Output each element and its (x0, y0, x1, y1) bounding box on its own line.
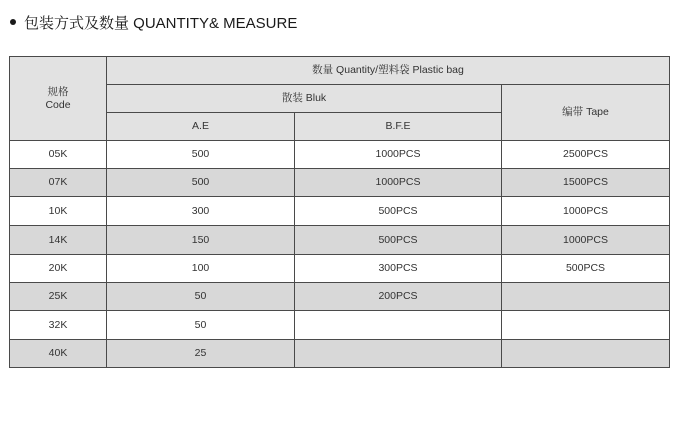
table-row (10, 311, 670, 340)
bfe-cell: 500PCS (295, 226, 502, 255)
tape-cell (502, 311, 670, 340)
tape-cell: 1000PCS (502, 226, 670, 255)
bullet-icon (10, 19, 16, 25)
ae-cell: 500 (107, 169, 295, 197)
tape-cell: 1500PCS (502, 169, 670, 197)
bfe-cell: 1000PCS (295, 169, 502, 197)
quantity-header-label: 数量 Quantity/塑料袋 Plastic bag (312, 64, 464, 77)
bfe-header-cell (295, 113, 502, 141)
code-cell: 05K (10, 141, 107, 169)
code-cell: 10K (10, 197, 107, 226)
ae-cell: 50 (107, 283, 295, 311)
table-row (10, 169, 670, 197)
bulk-header-label: 散装 Bluk (281, 92, 327, 105)
section-heading-text: 包装方式及数量 QUANTITY& MEASURE (24, 14, 298, 32)
tape-header-label: 编带 Tape (562, 106, 609, 119)
code-cell: 07K (10, 169, 107, 197)
tape-header-cell (502, 85, 670, 141)
ae-header-label: A.E (192, 120, 209, 133)
table-row (10, 283, 670, 311)
bfe-cell: 500PCS (295, 197, 502, 226)
bulk-header-cell (107, 85, 502, 113)
tape-cell (502, 340, 670, 368)
ae-cell: 25 (107, 340, 295, 368)
quantity-header-cell (107, 57, 670, 85)
ae-cell: 300 (107, 197, 295, 226)
tape-cell (502, 283, 670, 311)
bfe-header-label: B.F.E (385, 120, 411, 133)
code-cell: 32K (10, 311, 107, 340)
table-row (10, 340, 670, 368)
bfe-cell (295, 311, 502, 340)
ae-cell: 500 (107, 141, 295, 169)
ae-cell: 50 (107, 311, 295, 340)
table-row (10, 197, 670, 226)
code-header-cell (10, 57, 107, 141)
table-row (10, 226, 670, 255)
code-header-label: 规格 Code (45, 86, 71, 111)
bfe-cell: 200PCS (295, 283, 502, 311)
tape-cell: 2500PCS (502, 141, 670, 169)
code-cell: 25K (10, 283, 107, 311)
ae-cell: 150 (107, 226, 295, 255)
tape-cell: 500PCS (502, 255, 670, 283)
bfe-cell (295, 340, 502, 368)
bfe-cell: 1000PCS (295, 141, 502, 169)
packaging-quantity-table (9, 56, 670, 368)
ae-cell: 100 (107, 255, 295, 283)
tape-cell: 1000PCS (502, 197, 670, 226)
code-cell: 40K (10, 340, 107, 368)
section-heading (10, 12, 297, 32)
code-cell: 14K (10, 226, 107, 255)
table-row (10, 255, 670, 283)
code-cell: 20K (10, 255, 107, 283)
ae-header-cell (107, 113, 295, 141)
table-row (10, 141, 670, 169)
bfe-cell: 300PCS (295, 255, 502, 283)
